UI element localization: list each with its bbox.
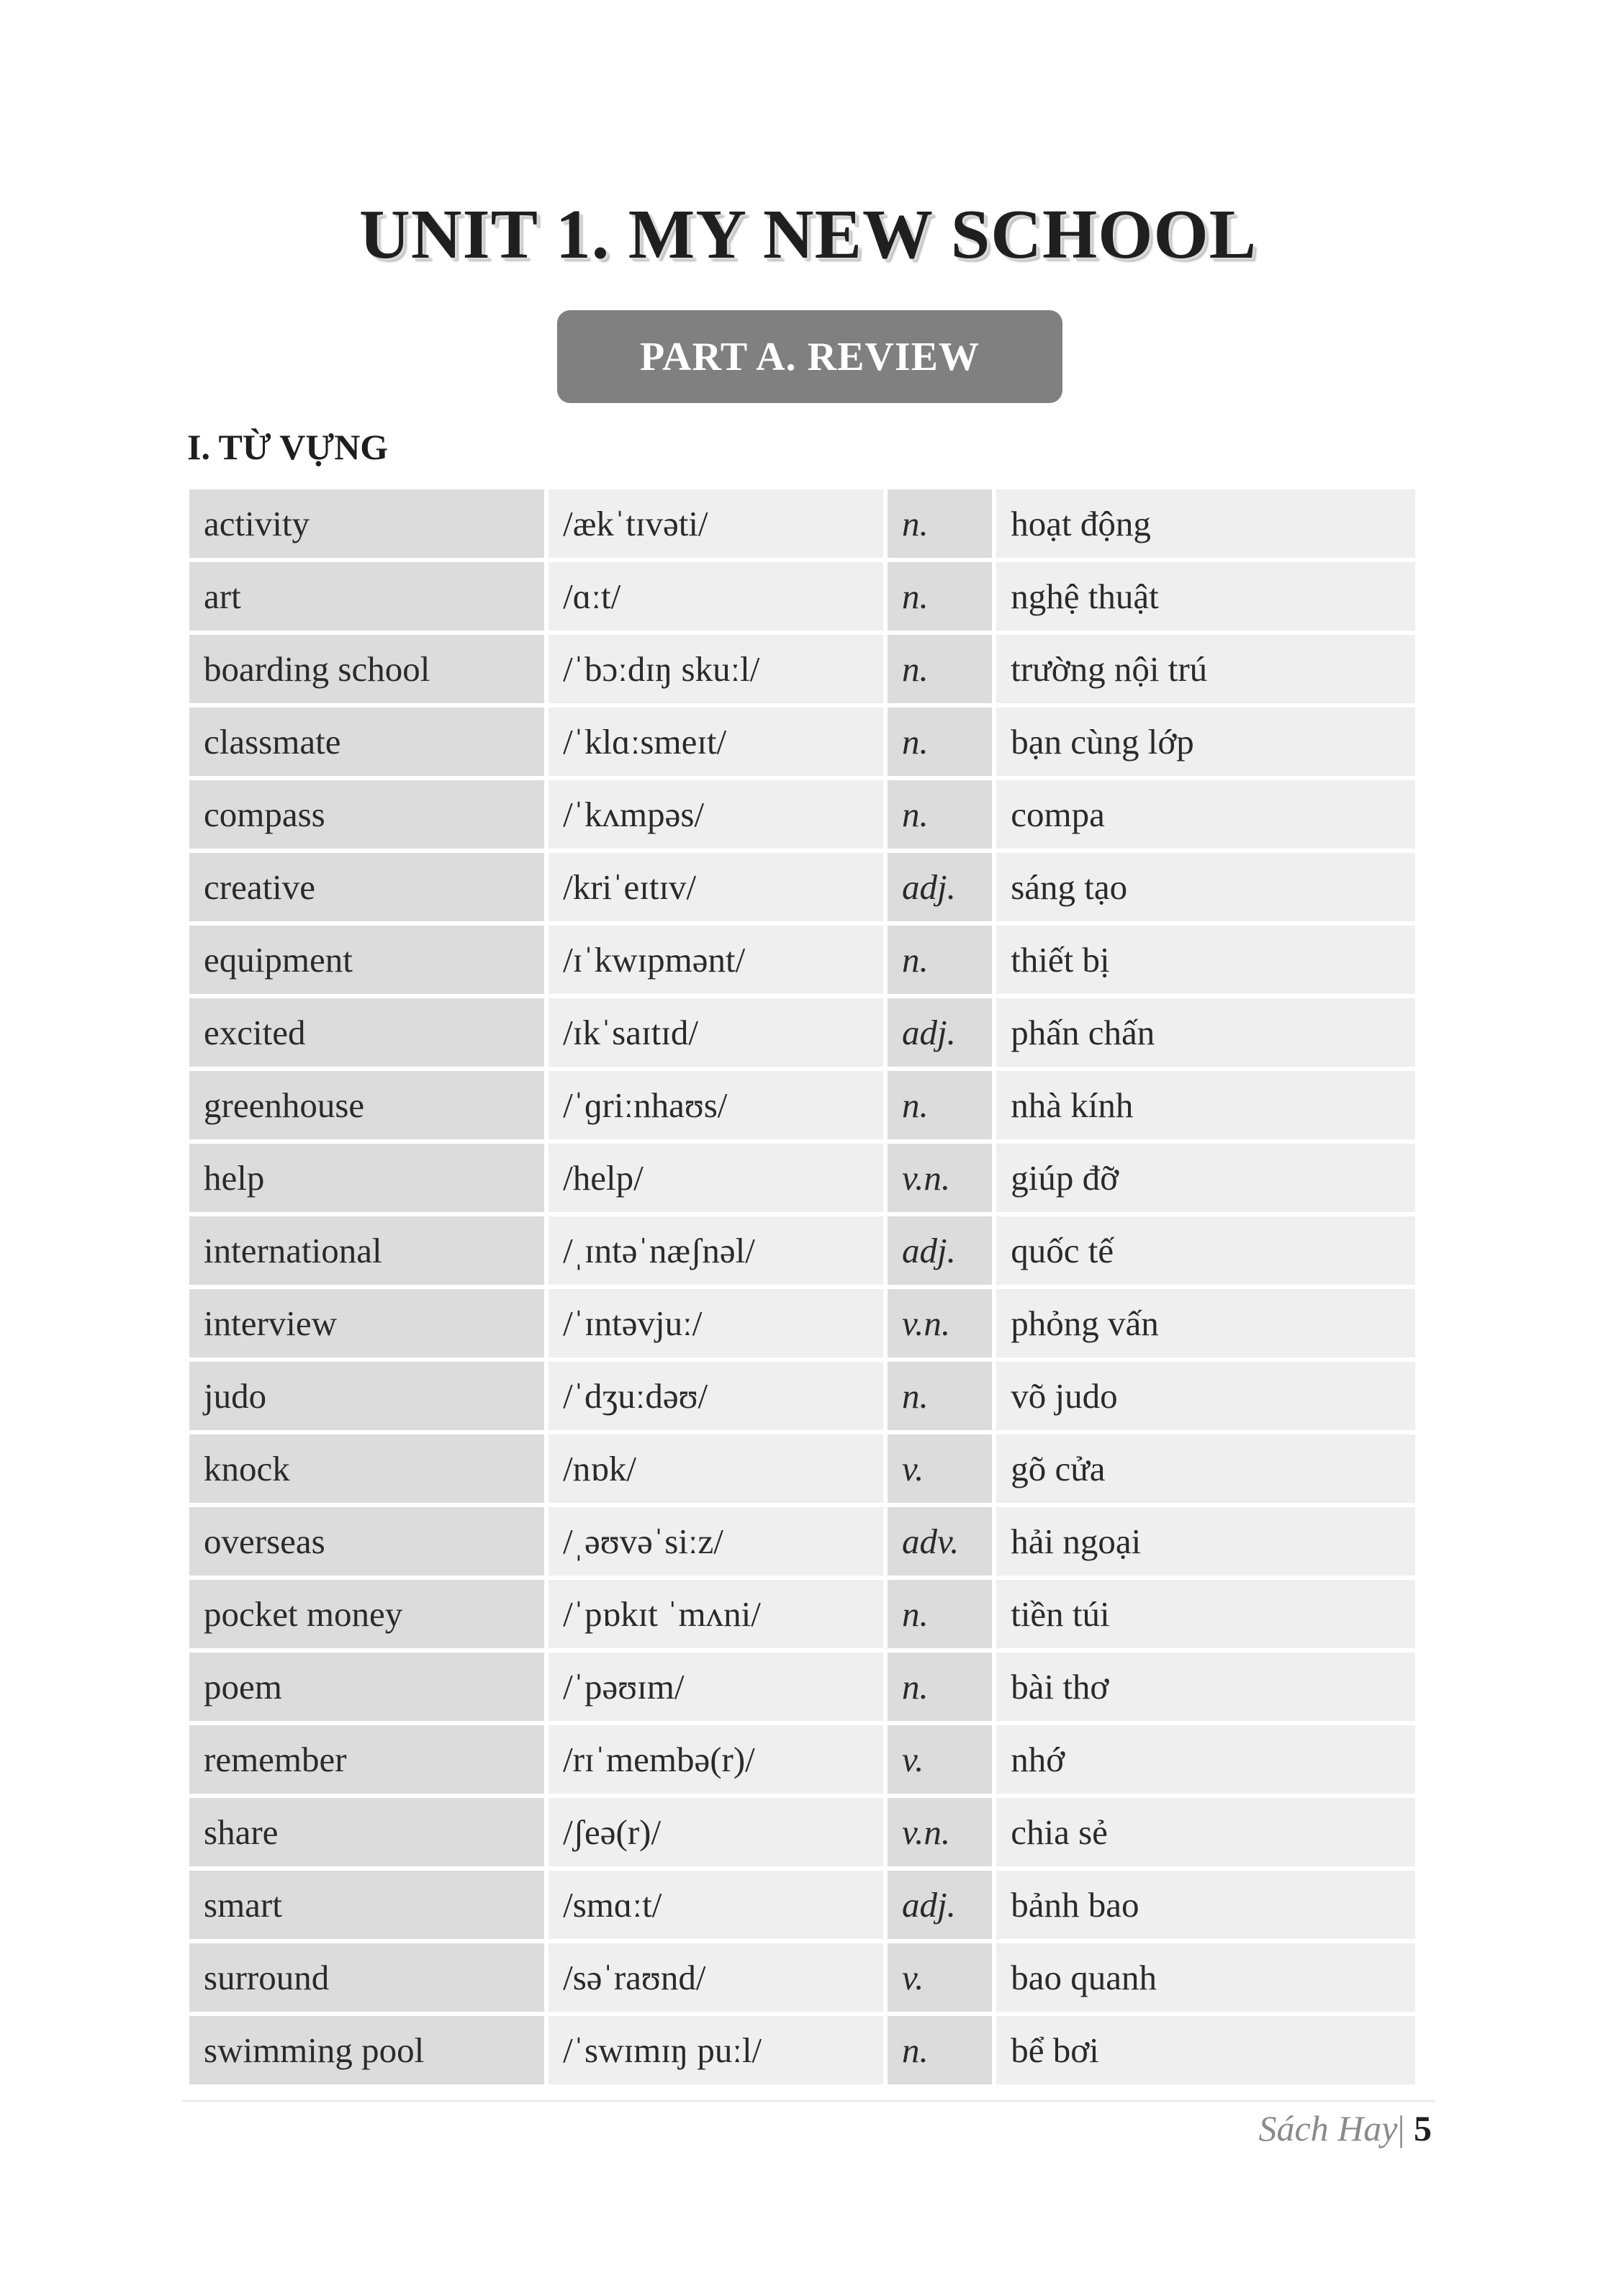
table-row <box>189 1071 1415 1139</box>
vocab-word: international <box>189 1216 544 1285</box>
vocab-meaning: giúp đỡ <box>996 1144 1415 1212</box>
vocab-meaning: chia sẻ <box>996 1798 1415 1866</box>
table-row <box>189 1289 1415 1357</box>
vocab-part-of-speech: n. <box>888 1580 992 1648</box>
vocab-word: greenhouse <box>189 1071 544 1139</box>
table-row <box>189 1507 1415 1576</box>
vocab-meaning: trường nội trú <box>996 635 1415 703</box>
vocab-meaning: compa <box>996 780 1415 849</box>
vocab-word: share <box>189 1798 544 1866</box>
table-row <box>189 708 1415 776</box>
vocab-ipa: /ˈpɒkɪt ˈmʌni/ <box>549 1580 883 1648</box>
vocab-part-of-speech: adv. <box>888 1507 992 1576</box>
table-row <box>189 1216 1415 1285</box>
page-footer <box>1258 2107 1432 2149</box>
vocab-word: boarding school <box>189 635 544 703</box>
vocab-part-of-speech: v.n. <box>888 1289 992 1357</box>
vocab-ipa: /smɑːt/ <box>549 1871 883 1939</box>
table-row <box>189 635 1415 703</box>
vocab-word: remember <box>189 1725 544 1794</box>
vocab-meaning: phỏng vấn <box>996 1289 1415 1357</box>
section-heading: I. TỪ VỰNG <box>187 427 389 467</box>
vocab-ipa: /ˈswɪmɪŋ puːl/ <box>549 2016 883 2084</box>
vocab-meaning: bạn cùng lớp <box>996 708 1415 776</box>
unit-title: UNIT 1. MY NEW SCHOOL <box>358 196 1258 274</box>
vocab-word: knock <box>189 1434 544 1503</box>
vocab-part-of-speech: n. <box>888 926 992 994</box>
vocab-meaning: hải ngoại <box>996 1507 1415 1576</box>
table-row <box>189 1871 1415 1939</box>
vocab-word: smart <box>189 1871 544 1939</box>
vocab-part-of-speech: n. <box>888 489 992 558</box>
vocab-meaning: võ judo <box>996 1362 1415 1430</box>
vocab-word: compass <box>189 780 544 849</box>
vocab-word: judo <box>189 1362 544 1430</box>
vocab-word: interview <box>189 1289 544 1357</box>
vocab-ipa: /ˈɪntəvjuː/ <box>549 1289 883 1357</box>
vocab-ipa: /nɒk/ <box>549 1434 883 1503</box>
vocab-word: swimming pool <box>189 2016 544 2084</box>
footer-divider <box>182 2100 1435 2102</box>
vocab-part-of-speech: adj. <box>888 998 992 1067</box>
vocab-word: poem <box>189 1653 544 1721</box>
vocab-word: pocket money <box>189 1580 544 1648</box>
vocab-part-of-speech: adj. <box>888 1871 992 1939</box>
vocab-part-of-speech: v. <box>888 1434 992 1503</box>
vocab-meaning: nhớ <box>996 1725 1415 1794</box>
vocab-part-of-speech: n. <box>888 1362 992 1430</box>
vocabulary-table-body <box>189 489 1415 2084</box>
vocab-ipa: /rɪˈmembə(r)/ <box>549 1725 883 1794</box>
vocab-meaning: bảnh bao <box>996 1871 1415 1939</box>
vocab-word: excited <box>189 998 544 1067</box>
vocab-ipa: /səˈraʊnd/ <box>549 1943 883 2012</box>
vocab-ipa: /ˈkʌmpəs/ <box>549 780 883 849</box>
part-badge: PART A. REVIEW <box>557 310 1062 403</box>
vocab-word: equipment <box>189 926 544 994</box>
vocab-ipa: /help/ <box>549 1144 883 1212</box>
vocab-ipa: /kriˈeɪtɪv/ <box>549 853 883 921</box>
vocab-part-of-speech: n. <box>888 780 992 849</box>
vocab-part-of-speech: adj. <box>888 1216 992 1285</box>
table-row <box>189 1362 1415 1430</box>
vocab-part-of-speech: n. <box>888 708 992 776</box>
vocab-part-of-speech: adj. <box>888 853 992 921</box>
table-row <box>189 998 1415 1067</box>
vocab-meaning: nhà kính <box>996 1071 1415 1139</box>
table-row <box>189 562 1415 631</box>
vocab-meaning: tiền túi <box>996 1580 1415 1648</box>
vocab-ipa: /ˌɪntəˈnæʃnəl/ <box>549 1216 883 1285</box>
table-row <box>189 853 1415 921</box>
vocab-ipa: /ˈpəʊɪm/ <box>549 1653 883 1721</box>
table-row <box>189 2016 1415 2084</box>
table-row <box>189 1798 1415 1866</box>
vocab-part-of-speech: v. <box>888 1943 992 2012</box>
vocab-word: help <box>189 1144 544 1212</box>
vocab-part-of-speech: n. <box>888 1653 992 1721</box>
table-row <box>189 1434 1415 1503</box>
vocab-word: surround <box>189 1943 544 2012</box>
vocab-ipa: /ˈdʒuːdəʊ/ <box>549 1362 883 1430</box>
vocab-ipa: /ˌəʊvəˈsiːz/ <box>549 1507 883 1576</box>
table-row <box>189 1653 1415 1721</box>
vocab-meaning: gõ cửa <box>996 1434 1415 1503</box>
vocab-ipa: /ɑːt/ <box>549 562 883 631</box>
vocab-meaning: bài thơ <box>996 1653 1415 1721</box>
vocab-ipa: /ɪˈkwɪpmənt/ <box>549 926 883 994</box>
vocab-part-of-speech: n. <box>888 635 992 703</box>
vocab-meaning: quốc tế <box>996 1216 1415 1285</box>
vocab-part-of-speech: n. <box>888 562 992 631</box>
vocab-meaning: hoạt động <box>996 489 1415 558</box>
vocab-meaning: bao quanh <box>996 1943 1415 2012</box>
page-number: 5 <box>1414 2108 1432 2148</box>
vocab-part-of-speech: v.n. <box>888 1798 992 1866</box>
table-row <box>189 1943 1415 2012</box>
vocab-meaning: phấn chấn <box>996 998 1415 1067</box>
vocabulary-table <box>185 485 1419 2089</box>
vocab-meaning: thiết bị <box>996 926 1415 994</box>
vocab-ipa: /ˈklɑːsmeɪt/ <box>549 708 883 776</box>
vocab-word: activity <box>189 489 544 558</box>
vocab-part-of-speech: n. <box>888 2016 992 2084</box>
table-row <box>189 1144 1415 1212</box>
vocab-meaning: nghệ thuật <box>996 562 1415 631</box>
vocab-ipa: /ʃeə(r)/ <box>549 1798 883 1866</box>
vocab-ipa: /ækˈtɪvəti/ <box>549 489 883 558</box>
vocab-word: overseas <box>189 1507 544 1576</box>
table-row <box>189 780 1415 849</box>
footer-brand: Sách Hay <box>1258 2108 1398 2148</box>
vocab-meaning: sáng tạo <box>996 853 1415 921</box>
vocab-meaning: bể bơi <box>996 2016 1415 2084</box>
table-row <box>189 1725 1415 1794</box>
footer-separator: | <box>1397 2108 1405 2148</box>
vocab-part-of-speech: v. <box>888 1725 992 1794</box>
vocab-part-of-speech: v.n. <box>888 1144 992 1212</box>
vocab-word: art <box>189 562 544 631</box>
vocab-word: creative <box>189 853 544 921</box>
table-row <box>189 489 1415 558</box>
vocab-ipa: /ˈɡriːnhaʊs/ <box>549 1071 883 1139</box>
vocab-part-of-speech: n. <box>888 1071 992 1139</box>
vocab-ipa: /ɪkˈsaɪtɪd/ <box>549 998 883 1067</box>
table-row <box>189 1580 1415 1648</box>
table-row <box>189 926 1415 994</box>
vocab-ipa: /ˈbɔːdɪŋ skuːl/ <box>549 635 883 703</box>
vocab-word: classmate <box>189 708 544 776</box>
